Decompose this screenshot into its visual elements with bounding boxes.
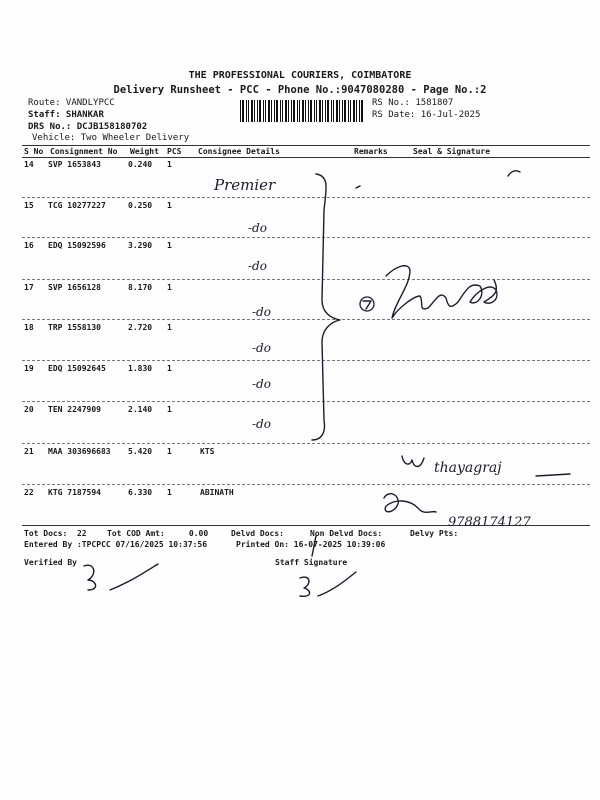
row-pcs: 1	[167, 447, 172, 456]
row-consignee-details: KTS	[200, 447, 215, 456]
row-weight: 1.830	[128, 364, 153, 373]
col-weight: Weight	[130, 147, 159, 156]
delvd-docs: Delvd Docs:	[231, 529, 284, 538]
row-weight: 8.170	[128, 283, 153, 292]
rs-number: RS No.: 1581807	[372, 98, 454, 108]
row-consignment: SVP 1653843	[48, 160, 101, 169]
row-weight: 6.330	[128, 488, 153, 497]
row-pcs: 1	[167, 488, 172, 497]
col-remarks: Remarks	[354, 147, 388, 156]
row-consignment: KTG 7187594	[48, 488, 101, 497]
handwritten-premier: Premier	[214, 176, 276, 194]
company-title: THE PROFESSIONAL COURIERS, COIMBATORE	[188, 70, 412, 81]
row-weight: 2.720	[128, 323, 153, 332]
row-sno: 15	[24, 201, 34, 210]
row-sno: 22	[24, 488, 34, 497]
entered-by: Entered By :TPCPCC 07/16/2025 10:37:56	[24, 540, 208, 549]
handwritten-thayagraj: thayagraj	[434, 460, 502, 476]
col-consignee: Consignee Details	[198, 147, 280, 156]
handwritten-ditto-19: -do	[252, 377, 271, 391]
row-consignment: SVP 1656128	[48, 283, 101, 292]
row-pcs: 1	[167, 201, 172, 210]
staff-signature-label: Staff Signature	[275, 558, 348, 567]
row-pcs: 1	[167, 323, 172, 332]
row-weight: 2.140	[128, 405, 153, 414]
verified-by-label: Verified By	[24, 558, 77, 567]
row-pcs: 1	[167, 241, 172, 250]
runsheet-title: Delivery Runsheet - PCC - Phone No.:9047080280 - Page No.:2	[113, 84, 487, 96]
row-weight: 0.240	[128, 160, 153, 169]
row-consignment: TRP 1558130	[48, 323, 101, 332]
row-weight: 5.420	[128, 447, 153, 456]
row-sno: 20	[24, 405, 34, 414]
route-label: Route: VANDLYPCC	[28, 98, 115, 108]
tot-cod: Tot COD Amt: 0.00	[107, 529, 209, 538]
col-pcs: PCS	[167, 147, 182, 156]
rs-date: RS Date: 16-Jul-2025	[372, 110, 481, 120]
col-consignment: Consignment No	[50, 147, 118, 156]
vehicle-label: Vehicle: Two Wheeler Delivery	[32, 133, 190, 143]
row-weight: 0.250	[128, 201, 153, 210]
row-consignment: TCG 10277227	[48, 201, 106, 210]
row-consignment: EDQ 15092596	[48, 241, 106, 250]
tot-docs: Tot Docs: 22	[24, 529, 87, 538]
verified-by-signature	[84, 564, 158, 590]
thayagraj-initials	[402, 456, 424, 467]
row-pcs: 1	[167, 160, 172, 169]
handwritten-phone: 9788174127	[448, 515, 531, 530]
drs-number: DRS No.: DCJB158180702	[28, 122, 148, 132]
row-pcs: 1	[167, 405, 172, 414]
staff-signature-mark	[300, 572, 356, 596]
printed-on: Printed On: 16-07-2025 10:39:06	[236, 540, 386, 549]
handwritten-ditto-15: -do	[248, 221, 267, 235]
col-seal-signature: Seal & Signature	[413, 147, 491, 156]
handwritten-ditto-18: -do	[252, 341, 271, 355]
row-sno: 17	[24, 283, 34, 292]
row-consignment: TEN 2247909	[48, 405, 101, 414]
staff-label: Staff: SHANKAR	[28, 110, 104, 120]
brace-mark	[312, 174, 340, 440]
row-sno: 21	[24, 447, 34, 456]
col-sno: S No	[24, 147, 44, 156]
row-sno: 14	[24, 160, 34, 169]
ktg-signature	[384, 494, 436, 513]
handwritten-ditto-16: -do	[248, 259, 267, 273]
handwritten-ditto-20: -do	[252, 417, 271, 431]
row-consignment: MAA 303696683	[48, 447, 111, 456]
row-sno: 19	[24, 364, 34, 373]
row-sno: 18	[24, 323, 34, 332]
handwritten-ditto-17: -do	[252, 305, 271, 319]
row-consignee-details: ABINATH	[200, 488, 234, 497]
row-weight: 3.290	[128, 241, 153, 250]
delvy-pts: Delvy Pts:	[410, 529, 459, 538]
non-delvd-docs: Non Delvd Docs:	[310, 529, 383, 538]
row-pcs: 1	[167, 283, 172, 292]
row-sno: 16	[24, 241, 34, 250]
receiver-signature	[386, 266, 497, 318]
row-pcs: 1	[167, 364, 172, 373]
row-consignment: EDQ 15092645	[48, 364, 106, 373]
